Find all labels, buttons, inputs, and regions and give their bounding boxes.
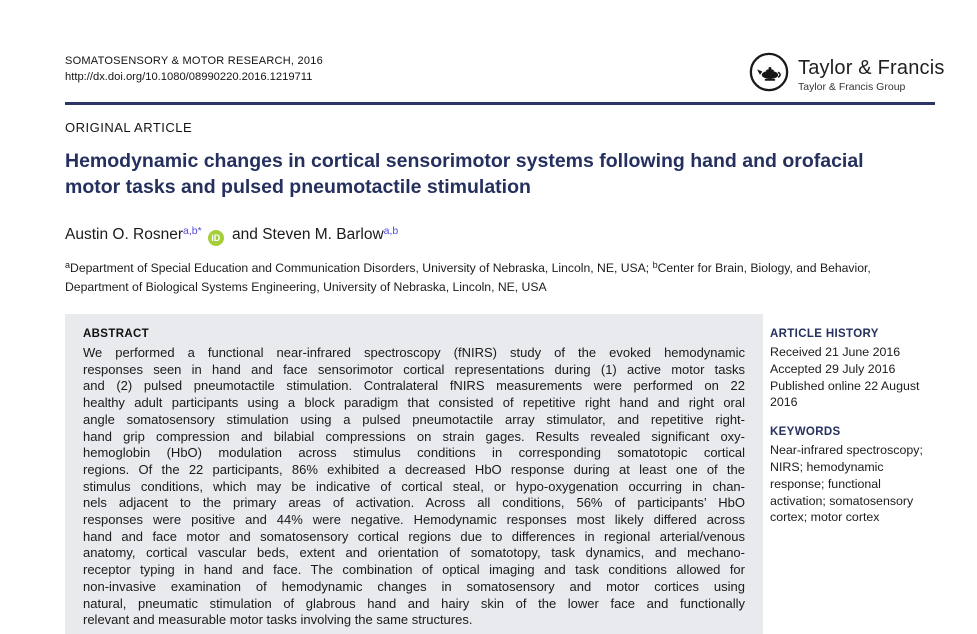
orcid-id-icon[interactable]: iD [208, 230, 224, 246]
abstract-line: relevant and measurable motor tasks involving the same structures. [83, 612, 473, 628]
authors-line [65, 226, 398, 246]
affil-text-b: Center for Brain, Biology, and Behavior, Department of Biological Systems Engineering, University of Nebraska, Lincoln, NE, USA [65, 261, 871, 295]
affil-text-a: Department of Special Education and Communication Disorders, University of Nebraska, Lincoln, NE, USA; [70, 261, 653, 275]
abstract-line: regions. Of the 22 participants, 86% exhibited a decreased HbO response during at least one of the [83, 461, 745, 477]
doi-link[interactable]: http://dx.doi.org/10.1080/08990220.2016.1219711 [65, 71, 313, 83]
article-history-list [770, 344, 938, 411]
article-title: Hemodynamic changes in cortical sensorimotor systems following hand and orofacial motor tasks and pulsed pneumotactile stimulation [65, 150, 864, 199]
history-item: Published online 22 August 2016 [770, 378, 920, 410]
author-1-affil-sup: a,b* [183, 225, 202, 238]
abstract-line: non-invasive examination of hemodynamic changes in somatosensory and motor cortices using [83, 578, 745, 594]
logo-name: Taylor & Francis [798, 56, 945, 79]
abstract-text [83, 345, 745, 629]
abstract-line: responses seen in hand and face sensorimotor cortical representations during (1) active motor tasks [83, 361, 745, 377]
abstract-line: anatomy, cortical vascular beds, extent and orientation of somatotopy, task dynamics, and mechano- [83, 545, 745, 561]
keywords-heading: KEYWORDS [770, 426, 841, 439]
abstract-line: We performed a functional near-infrared spectroscopy (fNIRS) study of the evoked hemodynamic [83, 345, 745, 360]
article-type-label: ORIGINAL ARTICLE [65, 120, 193, 135]
abstract-line: natural, pneumatic stimulation of glabrous hand and hairy skin of the lower face and functionally [83, 595, 745, 611]
abstract-line: and (2) pulsed pneumotactile stimulation. Contralateral fNIRS measurements were performed on 22 [83, 378, 745, 394]
author-2-affil-sup: a,b [383, 225, 399, 238]
header-divider [65, 102, 935, 105]
abstract-box [65, 314, 763, 634]
abstract-line: healthy adult participants using a block paradigm that consisted of repetitive right hand and right oral [83, 395, 745, 411]
taylor-francis-logo [748, 51, 945, 98]
author-1: Austin O. Rosner [65, 226, 184, 243]
history-item: Accepted 29 July 2016 [770, 361, 896, 376]
abstract-heading: ABSTRACT [83, 328, 150, 340]
abstract-line: hemoglobin (HbO) modulation across stimulus conditions in corresponding somatotopic cortical [83, 445, 745, 461]
affil-sup-b: b [652, 259, 658, 270]
author-connector: and [227, 226, 263, 243]
journal-name: SOMATOSENSORY & MOTOR RESEARCH, 2016 [65, 55, 323, 67]
affil-sup-a: a [65, 259, 71, 270]
abstract-line: receptor typing in hand and face. The combination of optical imaging and task conditions allowed for [83, 562, 745, 578]
keywords-text: Near-infrared spectroscopy; NIRS; hemodynamic response; functional activation; somatosensory cortex; motor cortex [770, 443, 923, 525]
author-2: Steven M. Barlow [262, 226, 384, 243]
article-meta-sidebar [770, 314, 938, 526]
article-history-heading: ARTICLE HISTORY [770, 328, 879, 340]
abstract-line: angle somatosensory stimulation using a pulsed pneumotactile array stimulator, and repetitive right- [83, 411, 745, 427]
logo-group: Taylor & Francis Group [798, 80, 906, 93]
affiliations [65, 259, 937, 298]
abstract-line: nels adjacent to the primary areas of activation. Across all conditions, 56% of participants’ HbO [83, 495, 745, 511]
abstract-line: responses were positive and 44% were negative. Hemodynamic responses most likely differed across [83, 512, 745, 528]
history-item: Received 21 June 2016 [770, 345, 901, 359]
abstract-line: hand and face motor and somatosensory cortical regions due to differences in regional arterial/venous [83, 528, 745, 544]
abstract-line: hand grip compression and bilabial compressions on strain gages. Results revealed significant oxy- [83, 428, 745, 444]
abstract-line: stimulus conditions, which may be indicative of cortical steal, or hypo-oxygenation occurring in chan- [83, 478, 745, 494]
taylor-francis-lamp-icon [748, 51, 790, 98]
